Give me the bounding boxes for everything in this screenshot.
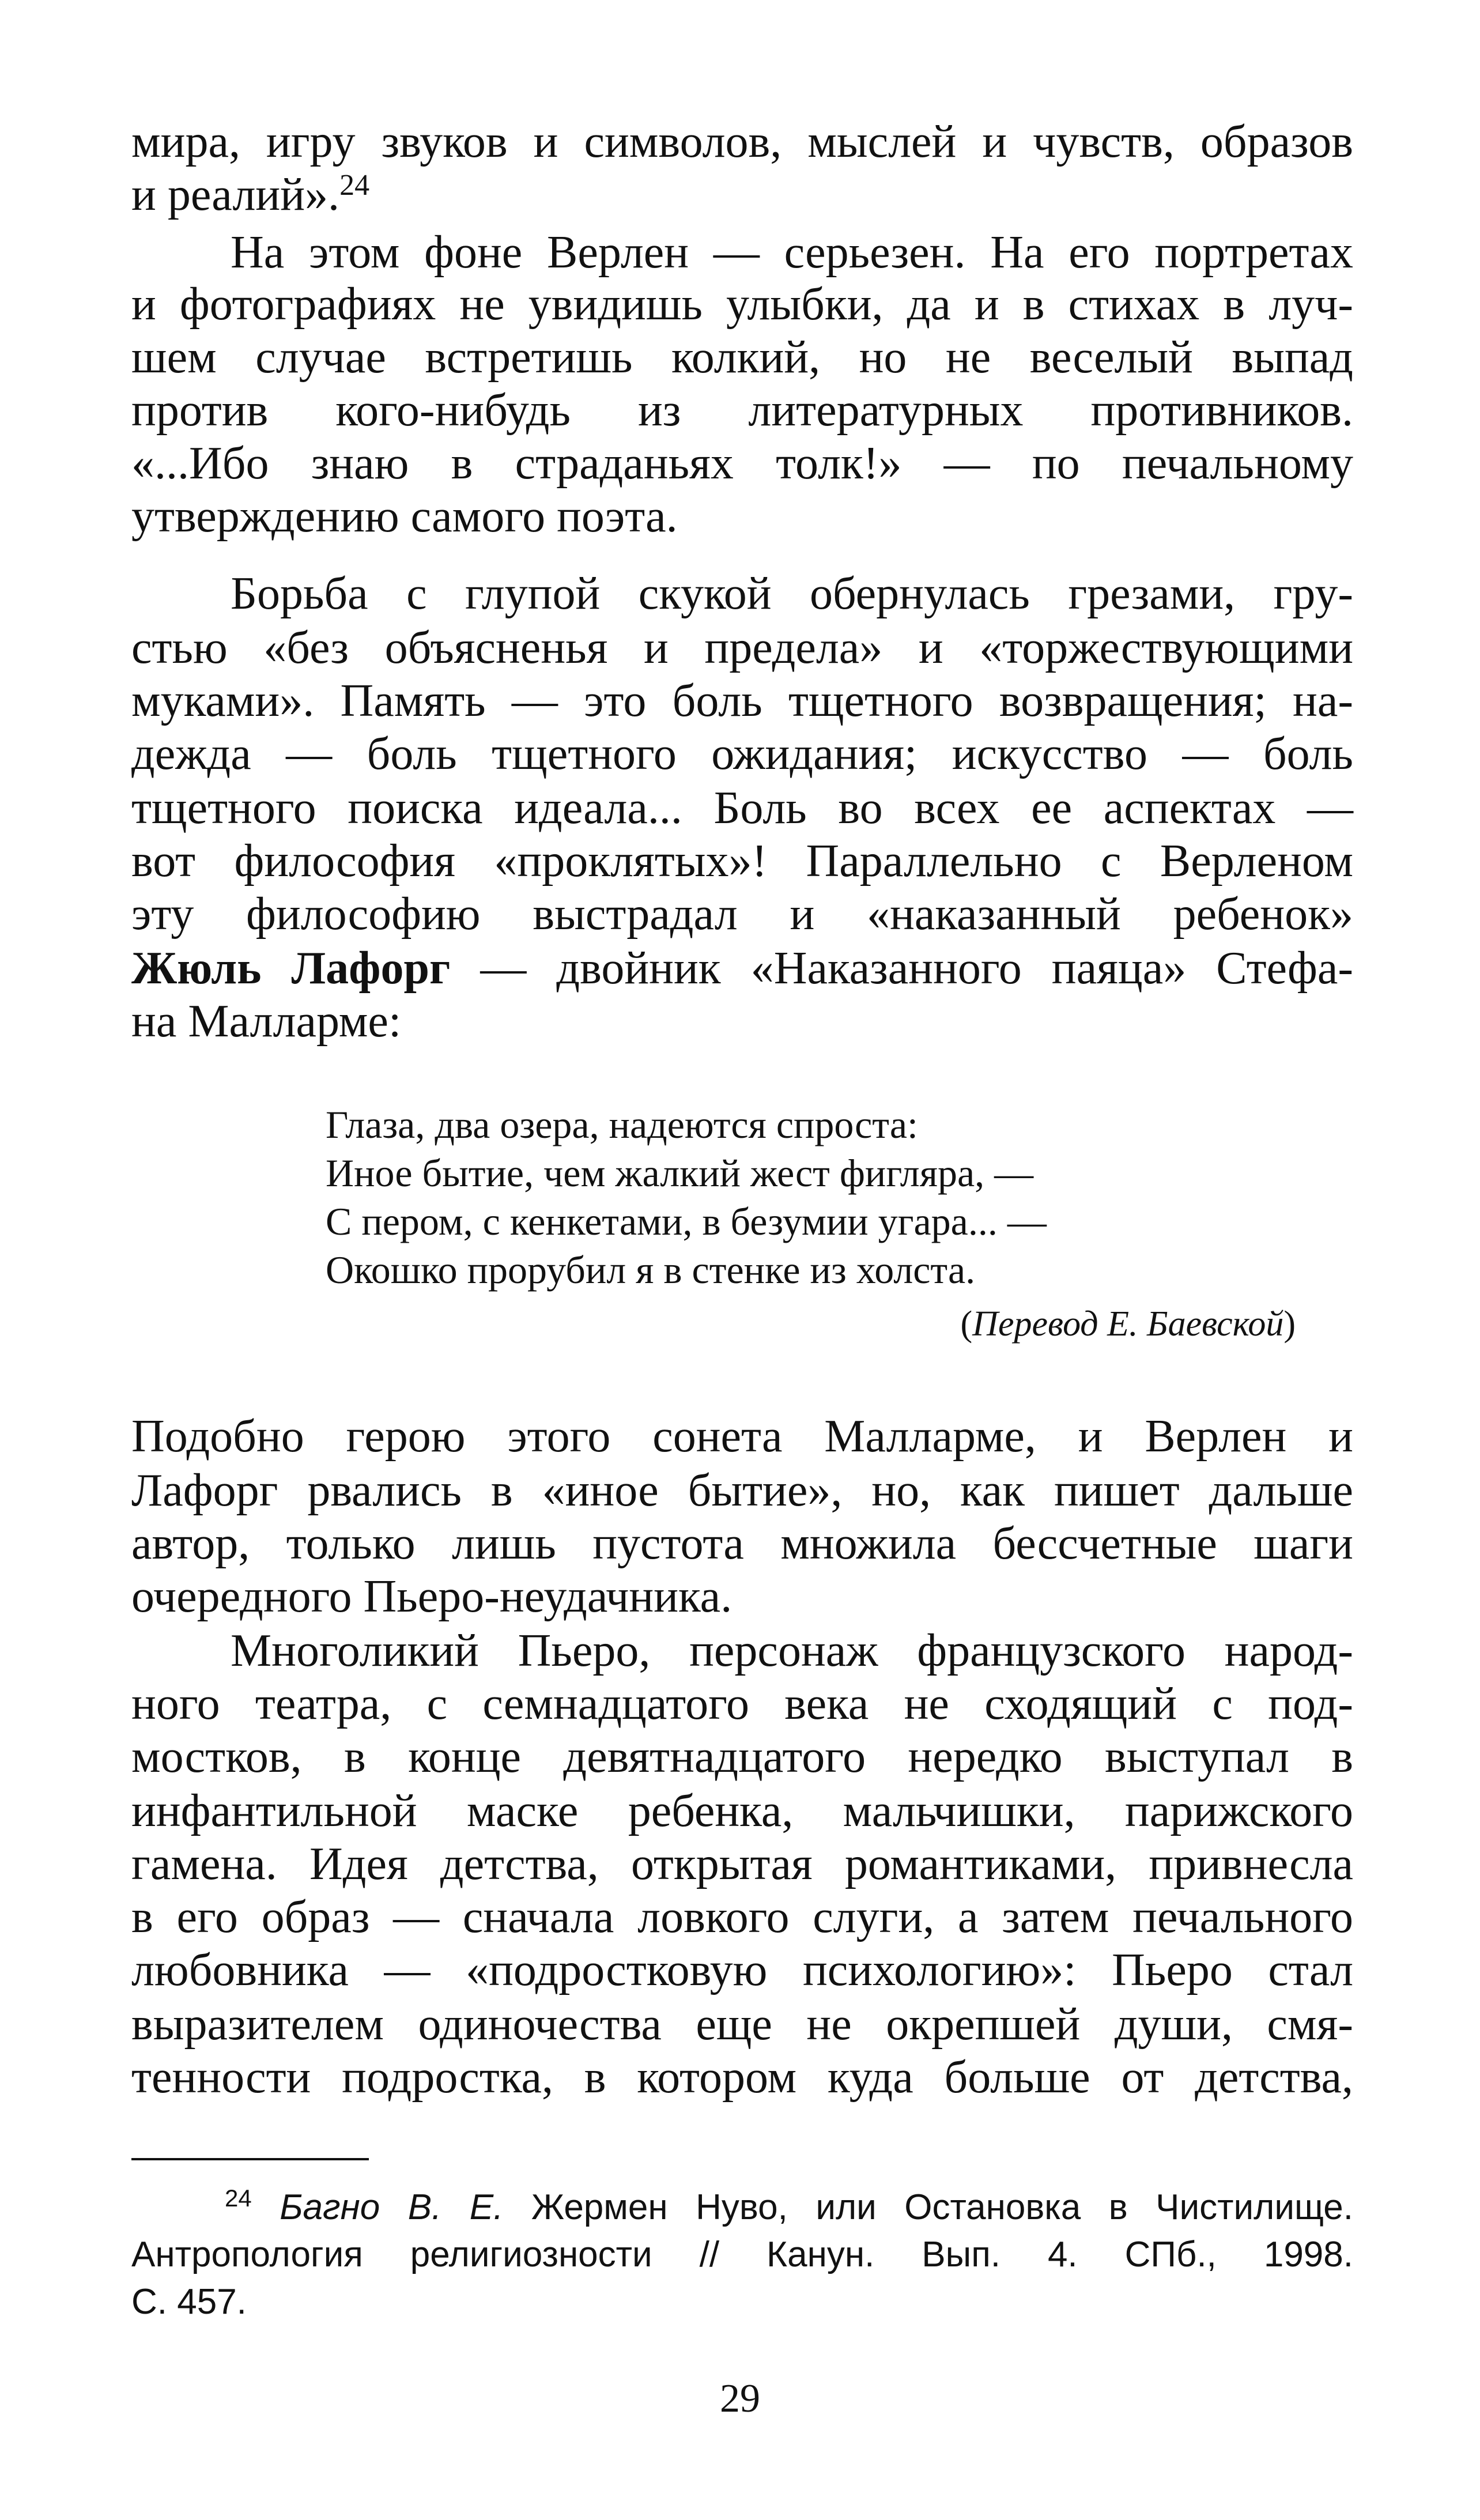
- text-line: на Малларме:: [131, 996, 402, 1047]
- text-line: вот философия «проклятых»! Параллельно с Верленом: [131, 836, 1353, 886]
- translation-attribution: (Перевод Е. Баевской): [960, 1304, 1296, 1344]
- text-line: против кого-нибудь из литературных противников.: [131, 385, 1353, 436]
- text-line: и фотографиях не увидишь улыбки, да и в стихах в луч-: [131, 279, 1353, 330]
- text-line: стью «без объясненья и предела» и «торжествующими: [131, 623, 1353, 673]
- text-line: утверждению самого поэта.: [131, 491, 678, 542]
- text-line: Борьба с глупой скукой обернулась грезами, гру-: [231, 568, 1353, 619]
- footnote-line: $^{24}$ Багно В. Е. Жермен Нуво, или Остановка в Чистилище.: [225, 2185, 1353, 2227]
- verse-line: С пером, с кенкетами, в безумии угара... —: [326, 1199, 1047, 1243]
- text-line: тенности подростка, в котором куда больше от детства,: [131, 2052, 1353, 2103]
- footnote-line: Антропология религиозности // Канун. Вып. 4. СПб., 1998.: [131, 2235, 1353, 2274]
- text-line: Жюль Лафорг — двойник «Наказанного паяца» Стефа-: [131, 943, 1353, 994]
- footnote-author: Багно В. Е.: [280, 2187, 504, 2227]
- page-number: 29: [720, 2376, 760, 2421]
- text-line: «...Ибо знаю в страданьях толк!» — по печальному: [131, 438, 1353, 489]
- text-line: автор, только лишь пустота множила бессчетные шаги: [131, 1518, 1353, 1569]
- text-line: инфантильной маске ребенка, мальчишки, парижского: [131, 1786, 1353, 1836]
- verse-line: Иное бытие, чем жалкий жест фигляра, —: [326, 1151, 1034, 1195]
- footnote-number: 24: [225, 2185, 252, 2212]
- text-line: любовника — «подростковую психологию»: Пьеро стал: [131, 1945, 1353, 1995]
- text-line: гамена. Идея детства, открытая романтиками, привнесла: [131, 1839, 1353, 1889]
- verse-line: Глаза, два озера, надеются спроста:: [326, 1103, 918, 1146]
- text-line: и реалий».$^{24}$: [131, 169, 370, 220]
- text-line: На этом фоне Верлен — серьезен. На его портретах: [231, 227, 1353, 278]
- text-line: мира, игру звуков и символов, мыслей и чувств, образов: [131, 116, 1353, 167]
- text-line: дежда — боль тщетного ожидания; искусство — боль: [131, 729, 1353, 779]
- text-line: ного театра, с семнадцатого века не сходящий с под-: [131, 1678, 1353, 1729]
- footnote-divider: [131, 2158, 369, 2160]
- text-line: эту философию выстрадал и «наказанный ребенок»: [131, 889, 1353, 940]
- text-line: Многоликий Пьеро, персонаж французского народ-: [231, 1625, 1353, 1676]
- text-line: в его образ — сначала ловкого слуги, а затем печального: [131, 1892, 1353, 1942]
- text-line: Подобно герою этого сонета Малларме, и Верлен и: [131, 1411, 1353, 1462]
- text-line: выразителем одиночества еще не окрепшей души, смя-: [131, 1999, 1353, 2050]
- text-line: тщетного поиска идеала... Боль во всех ее аспектах —: [131, 783, 1353, 833]
- text-line: мостков, в конце девятнадцатого нередко выступал в: [131, 1731, 1353, 1782]
- text-line: шем случае встретишь колкий, но не веселый выпад: [131, 332, 1353, 383]
- text-line: очередного Пьеро-неудачника.: [131, 1571, 733, 1622]
- text-line: Лафорг рвались в «иное бытие», но, как пишет дальше: [131, 1465, 1353, 1516]
- footnote-line: С. 457.: [131, 2282, 247, 2322]
- author-name: Жюль Лафорг: [131, 943, 451, 994]
- text-line: муками». Память — это боль тщетного возвращения; на-: [131, 676, 1353, 726]
- verse-line: Окошко прорубил я в стенке из холста.: [326, 1248, 976, 1292]
- footnote-ref: 24: [339, 169, 370, 202]
